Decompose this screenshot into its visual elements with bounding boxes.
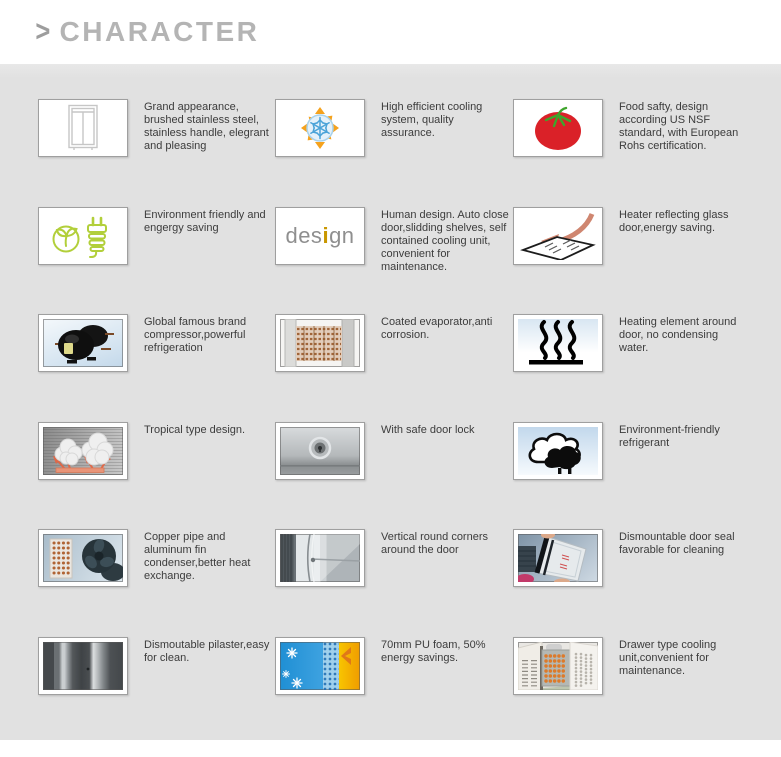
feature-item <box>513 637 753 745</box>
feature-item <box>275 637 513 745</box>
heat-waves-icon <box>513 314 603 372</box>
feature-item <box>513 314 753 422</box>
chevron-icon: > <box>35 15 51 48</box>
features-panel <box>0 64 781 740</box>
refrigerant-cloud-icon <box>513 422 603 480</box>
fridge-outline-icon <box>38 99 128 157</box>
tropical-design-photo <box>38 422 128 480</box>
condenser-fan-photo <box>38 529 128 587</box>
design-logo-text: design <box>285 222 355 248</box>
feature-item <box>275 314 513 422</box>
feature-item <box>513 99 753 207</box>
eco-plug-icon <box>38 207 128 265</box>
door-seal-photo <box>513 529 603 587</box>
feature-text: With safe door lock <box>381 423 475 436</box>
pilaster-photo <box>38 637 128 695</box>
feature-item <box>513 422 753 530</box>
design-wordmark <box>275 207 365 265</box>
feature-item <box>275 99 513 207</box>
feature-text: 70mm PU foam, 50% energy savings. <box>381 638 486 664</box>
feature-item <box>275 529 513 637</box>
feature-item <box>275 422 513 530</box>
feature-text: Copper pipe and aluminum fin condenser,better heat exchange. <box>144 531 251 583</box>
round-corner-door-photo <box>275 529 365 587</box>
feature-text: High efficient cooling system, quality assurance. <box>381 101 483 139</box>
snowflake-burst-icon <box>275 99 365 157</box>
feature-item <box>275 207 513 315</box>
feature-text: Grand appearance, brushed stainless steel, stainless handle, elegrant and pleasing <box>144 101 269 152</box>
feature-text: Environment-friendly refrigerant <box>619 423 720 449</box>
door-lock-photo <box>275 422 365 480</box>
page-header <box>0 0 781 64</box>
feature-item <box>38 207 275 315</box>
feature-item <box>38 637 275 745</box>
feature-item <box>38 422 275 530</box>
feature-text: Drawer type cooling unit,convenient for maintenance. <box>619 638 717 677</box>
reflective-glass-door-icon <box>513 207 603 265</box>
page-title: CHARACTER <box>59 16 260 47</box>
compressor-photo <box>38 314 128 372</box>
feature-text: Heating element around door, no condensing water. <box>619 316 737 355</box>
feature-text: Environment friendly and engergy saving <box>144 208 266 234</box>
feature-text: Heater reflecting glass door,energy saving. <box>619 208 729 234</box>
feature-item <box>38 99 275 207</box>
feature-item <box>513 207 753 315</box>
feature-text: Global famous brand compressor,powerful refrigeration <box>144 316 247 355</box>
feature-text: Food safty, design according US NSF standard, with European Rohs certification. <box>619 101 739 152</box>
feature-text: Dismountable door seal favorable for cleaning <box>619 531 735 557</box>
features-grid <box>38 99 781 745</box>
feature-item <box>38 314 275 422</box>
feature-text: Tropical type design. <box>144 423 246 436</box>
feature-item <box>38 529 275 637</box>
pu-foam-photo <box>275 637 365 695</box>
drawer-cooling-unit-photo <box>513 637 603 695</box>
feature-text: Coated evaporator,anti corrosion. <box>381 316 493 342</box>
feature-item <box>513 529 753 637</box>
feature-text: Human design. Auto close door,slidding shelves, self contained cooling unit, convenient for maintenance. <box>381 208 509 273</box>
coated-evaporator-photo <box>275 314 365 372</box>
feature-text: Vertical round corners around the door <box>381 531 488 557</box>
feature-text: Dismoutable pilaster,easy for clean. <box>144 638 270 664</box>
tomato-icon <box>513 99 603 157</box>
